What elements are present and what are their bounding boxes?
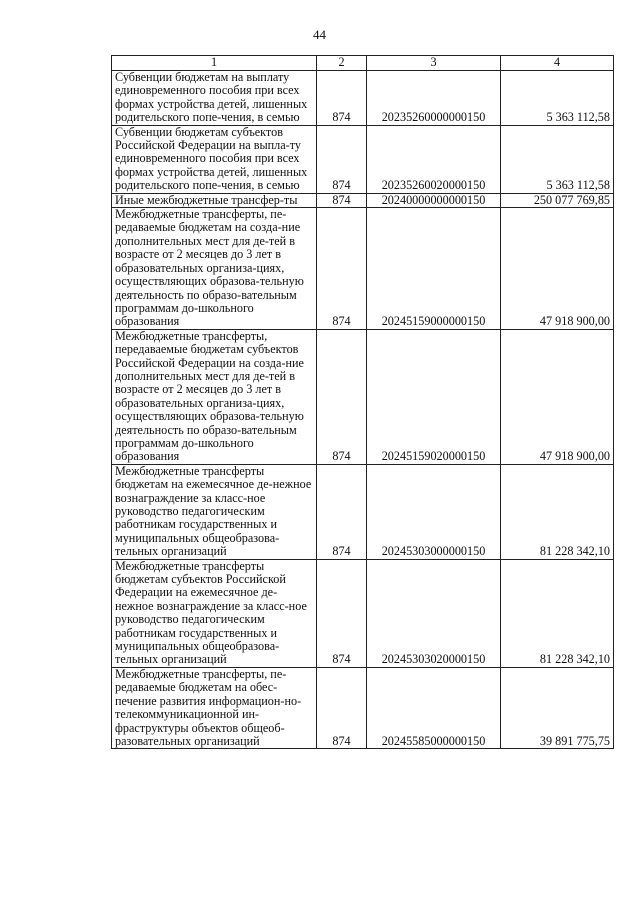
row-admin-code: 874 (317, 559, 367, 667)
table-row (112, 464, 614, 559)
row-amount: 5 363 112,58 (501, 125, 614, 193)
table-row (112, 71, 614, 126)
row-budget-code: 20240000000000150 (367, 193, 501, 207)
row-name: Субвенции бюджетам на выплату единовременного пособия при всех формах устройства детей, лишенных родительского попе-чения, в семью (112, 71, 317, 126)
row-amount: 250 077 769,85 (501, 193, 614, 207)
row-amount: 39 891 775,75 (501, 667, 614, 748)
row-name: Межбюджетные трансферты, пе-редаваемые бюджетам на созда-ние дополнительных мест для де-тей в возрасте от 2 месяцев до 3 лет в образовательных организа-циях, осуществляющих образова-тельную деятельность по образо-вательным программам до-школьного образования (112, 208, 317, 330)
column-header: 3 (367, 56, 501, 71)
row-amount: 5 363 112,58 (501, 71, 614, 126)
row-admin-code: 874 (317, 125, 367, 193)
table-row (112, 667, 614, 748)
table-header-row (112, 56, 614, 71)
row-budget-code: 20245585000000150 (367, 667, 501, 748)
row-budget-code: 20245303000000150 (367, 464, 501, 559)
column-header: 1 (112, 56, 317, 71)
row-amount: 81 228 342,10 (501, 464, 614, 559)
column-header: 4 (501, 56, 614, 71)
row-amount: 47 918 900,00 (501, 329, 614, 464)
row-admin-code: 874 (317, 667, 367, 748)
column-header: 2 (317, 56, 367, 71)
row-name: Межбюджетные трансферты бюджетам на ежемесячное де-нежное вознаграждение за класс-ное руководство педагогическим работникам государственных и муниципальных общеобразова-тельных организаций (112, 464, 317, 559)
row-admin-code: 874 (317, 193, 367, 207)
budget-table (111, 55, 614, 749)
row-name: Субвенции бюджетам субъектов Российской Федерации на выпла-ту единовременного пособия при всех формах устройства детей, лишенных родительского попе-чения, в семью (112, 125, 317, 193)
row-amount: 47 918 900,00 (501, 208, 614, 330)
row-admin-code: 874 (317, 329, 367, 464)
row-budget-code: 20245159000000150 (367, 208, 501, 330)
table-row (112, 193, 614, 207)
row-budget-code: 20235260000000150 (367, 71, 501, 126)
row-budget-code: 20245159020000150 (367, 329, 501, 464)
table-row (112, 125, 614, 193)
row-name: Иные межбюджетные трансфер-ты (112, 193, 317, 207)
row-budget-code: 20235260020000150 (367, 125, 501, 193)
row-admin-code: 874 (317, 464, 367, 559)
row-admin-code: 874 (317, 71, 367, 126)
row-admin-code: 874 (317, 208, 367, 330)
page-number: 44 (313, 27, 326, 42)
table-row (112, 329, 614, 464)
row-budget-code: 20245303020000150 (367, 559, 501, 667)
row-amount: 81 228 342,10 (501, 559, 614, 667)
table-row (112, 559, 614, 667)
table-row (112, 208, 614, 330)
row-name: Межбюджетные трансферты, пе-редаваемые бюджетам на обес-печение развития информацион-но-телекоммуникационной ин-фраструктуры объектов общеоб-разовательных организаций (112, 667, 317, 748)
row-name: Межбюджетные трансферты бюджетам субъектов Российской Федерации на ежемесячное де-нежное вознаграждение за класс-ное руководство педагогическим работникам государственных и муниципальных общеобразова-тельных организаций (112, 559, 317, 667)
row-name: Межбюджетные трансферты, передаваемые бюджетам субъектов Российской Федерации на созда-ние дополнительных мест для де-тей в возрасте от 2 месяцев до 3 лет в образовательных организа-циях, осуществляющих образова-тельную деятельность по образо-вательным программам до-школьного образования (112, 329, 317, 464)
